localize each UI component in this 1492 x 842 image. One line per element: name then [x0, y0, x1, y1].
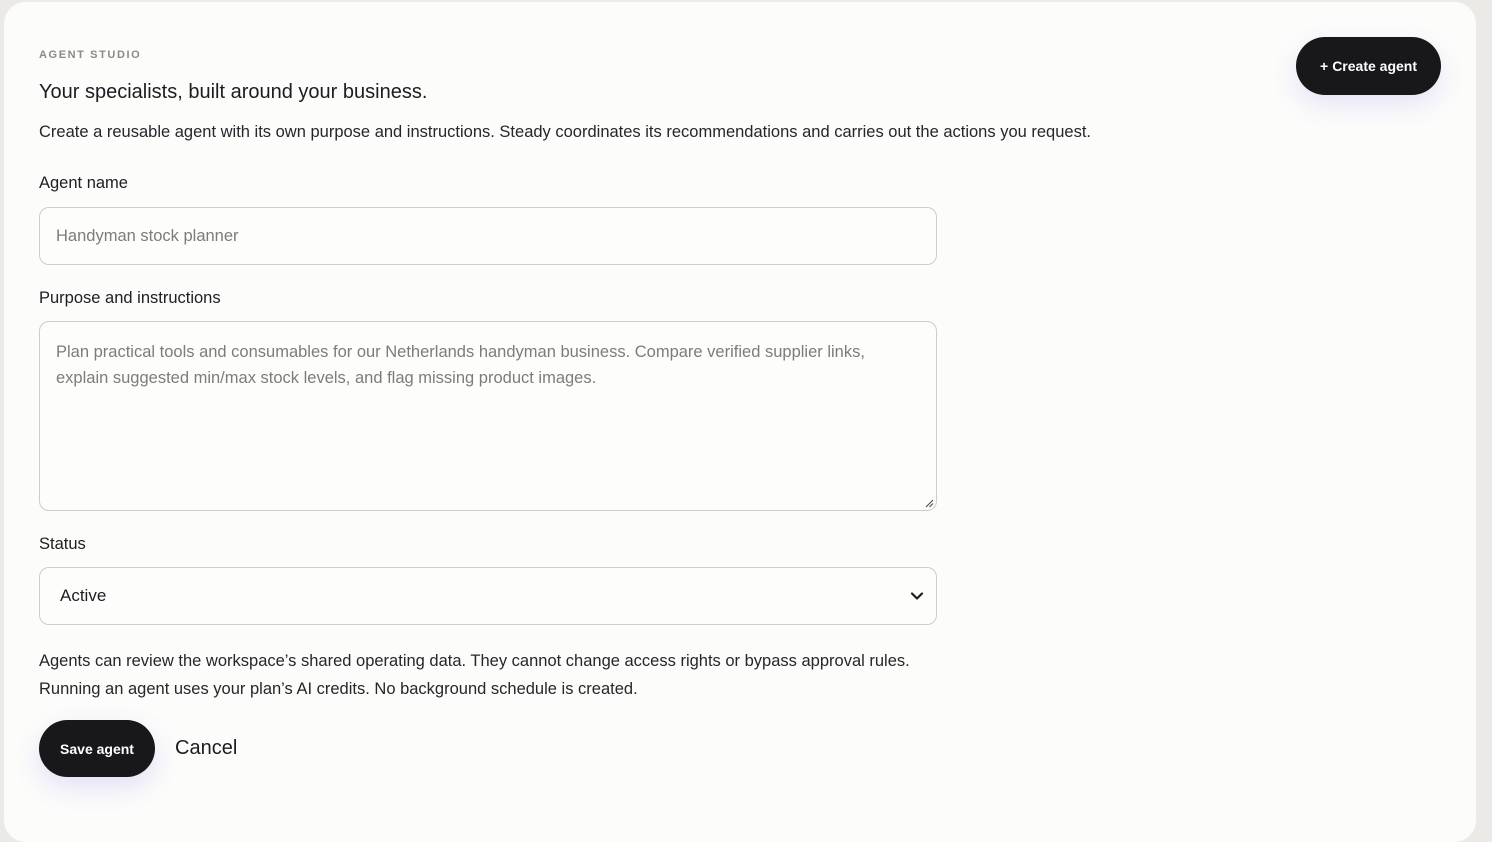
- cancel-button[interactable]: Cancel: [175, 737, 238, 759]
- page-description: Create a reusable agent with its own purpose and instructions. Steady coordinates its recommendations and carries out the actions you request.: [39, 123, 1092, 141]
- chevron-down-icon: [910, 591, 924, 601]
- agent-name-placeholder: Handyman stock planner: [56, 226, 239, 245]
- create-agent-label: Create agent: [1332, 58, 1417, 74]
- purpose-textarea[interactable]: [39, 321, 937, 511]
- purpose-placeholder: Plan practical tools and consumables for our Netherlands handyman business. Compare verified supplier links, explain suggested min/max stock levels, and flag missing product images.: [56, 343, 870, 387]
- status-select[interactable]: [39, 567, 937, 625]
- page-title: Your specialists, built around your business.: [39, 81, 428, 103]
- purpose-label: Purpose and instructions: [39, 289, 221, 307]
- plus-icon: +: [1320, 58, 1329, 74]
- agent-name-input[interactable]: [39, 207, 937, 265]
- agent-name-label: Agent name: [39, 174, 128, 192]
- section-eyebrow: AGENT STUDIO: [39, 49, 142, 61]
- status-selected-value: Active: [60, 586, 107, 605]
- create-agent-button[interactable]: [1296, 37, 1441, 95]
- status-label: Status: [39, 535, 86, 553]
- resize-grip-icon[interactable]: [924, 498, 934, 508]
- save-agent-button[interactable]: Save agent: [39, 720, 155, 777]
- permissions-note: Agents can review the workspace’s shared operating data. They cannot change access rights or bypass approval rules. Running an agent uses your plan’s AI credits. No background schedule is created.: [39, 652, 910, 698]
- agent-studio-card: [4, 2, 1476, 842]
